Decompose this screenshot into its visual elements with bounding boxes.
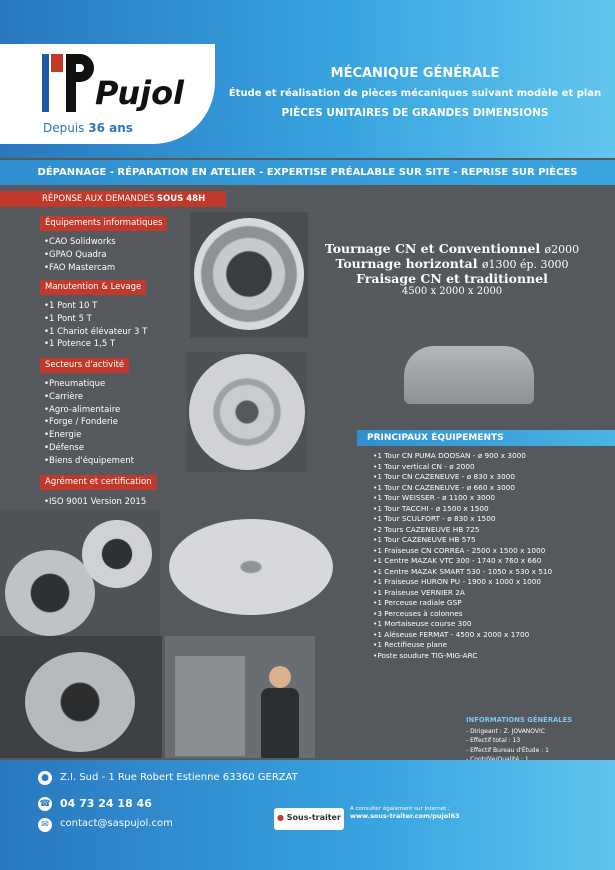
pujol-logo [42,48,192,116]
list-item: • 1 Tour CN CAZENEUVE - ø 830 x 3000 [373,472,552,483]
list-handling [44,300,147,351]
section-title-sectors: Secteurs d'activité [40,358,129,373]
list-item: • Défense [44,442,134,455]
list-item: • Carrière [44,391,134,404]
list-item: • Forge / Fonderie [44,416,134,429]
list-item: • 1 Perceuse radiale GSP [373,598,552,609]
list-item: • 1 Aléseuse FERMAT - 4500 x 2000 x 1700 [373,630,552,641]
list-item: • 1 Pont 5 T [44,313,147,326]
photo-workshop-part [0,636,162,758]
list-item: • 1 Tour CAZENEUVE HB 575 [373,535,552,546]
list-item: • 1 Centre MAZAK VTC 300 - 1740 x 760 x 660 [373,556,552,567]
section-title-handling: Manutention & Levage [40,280,146,295]
cap-lathe-horiz-dim: ø1300 ép. 3000 [481,258,569,271]
list-item: • FAO Mastercam [44,262,116,275]
services-banner: DÉPANNAGE - RÉPARATION EN ATELIER - EXPERTISE PRÉALABLE SUR SITE - REPRISE SUR PIÈCES [0,160,615,185]
list-item: • Poste soudure TIG-MIG-ARC [373,651,552,662]
mail-icon: ✉ [38,818,52,832]
footer-phone[interactable]: 04 73 24 18 46 [60,797,152,810]
list-item: • 1 Fraiseuse HURON PU - 1900 x 1000 x 1000 [373,577,552,588]
list-item: • 1 Pont 10 T [44,300,147,313]
photo-rings [0,510,160,640]
page-subtitle: Étude et réalisation de pièces mécaniques suivant modèle et plan [228,88,602,99]
list-item: • 1 Centre MAZAK SMART 530 - 1050 x 530 x 510 [373,567,552,578]
photo-flat-disc [165,505,337,625]
cap-milling: Fraisage CN et traditionnel [356,271,548,286]
section-title-cert: Agrément et certification [40,475,157,490]
photo-turned-part-1 [190,212,308,338]
list-sectors [44,378,134,468]
list-item: • 1 Tour SCULFORT - ø 830 x 1500 [373,514,552,525]
list-item: • 1 Mortaiseuse course 300 [373,619,552,630]
page-subtitle-2: PIÈCES UNITAIRES DE GRANDES DIMENSIONS [281,107,549,119]
list-item: • 1 Tour CN PUMA DOOSAN - ø 900 x 3000 [373,451,552,462]
section-title-it: Équipements informatiques [40,216,167,231]
list-item: • 1 Tour vertical CN - ø 2000 [373,462,552,473]
list-cert [44,496,146,509]
list-item: • Biens d'équipement [44,455,134,468]
photo-operator [165,636,315,758]
since-label: Depuis 36 ans [43,121,133,135]
footer-email[interactable]: contact@saspujol.com [60,818,173,829]
sous-traiter-link[interactable]: A consulter également sur Internet : www.sous-traiter.com/pujol63 [350,806,460,820]
list-item: • 2 Tours CAZENEUVE HB 725 [373,525,552,536]
list-item: • 1 Tour CN CAZENEUVE - ø 660 x 3000 [373,483,552,494]
list-item: • 3 Perceuses à colonnes [373,609,552,620]
list-item: • 1 Fraiseuse CN CORREA - 2500 x 1500 x 1000 [373,546,552,557]
list-item: • ISO 9001 Version 2015 [44,496,146,509]
cap-lathe-horiz: Tournage horizontal [335,256,478,271]
list-item: • 1 Rectifieuse plane [373,640,552,651]
equipment-list [373,451,552,661]
page-title: MÉCANIQUE GÉNÉRALE [330,66,500,81]
list-item: • 1 Tour TACCHI - ø 1500 x 1500 [373,504,552,515]
footer-address: Z.I. Sud - 1 Rue Robert Estienne 63360 GERZAT [60,772,298,783]
photo-milled-block [394,336,544,414]
cap-lathe-cn-dim: ø2000 [544,243,580,256]
info-item: - Dirigeant : Z. JOVANOVIC [466,727,606,737]
list-it [44,236,116,274]
list-item: • 1 Fraiseuse VERNIER 2A [373,588,552,599]
capabilities-block [322,241,582,297]
info-item: - Effectif Bureau d'Étude : 1 [466,746,606,756]
photo-wheel-part [187,352,307,472]
list-item: • Agro-alimentaire [44,404,134,417]
list-item: • Pneumatique [44,378,134,391]
logo-text: Pujol [95,74,185,112]
equipment-title: PRINCIPAUX ÉQUIPEMENTS [357,430,615,446]
list-item: • 1 Tour WEISSER - ø 1100 x 3000 [373,493,552,504]
sous-traiter-logo[interactable]: ● Sous-traiter [274,808,344,830]
list-item: • Energie [44,429,134,442]
cap-lathe-cn: Tournage CN et Conventionnel [324,241,541,256]
list-item: • CAO Solidworks [44,236,116,249]
list-item: • 1 Potence 1,5 T [44,338,147,351]
response-banner: RÉPONSE AUX DEMANDES SOUS 48H [0,191,226,207]
info-title: INFORMATIONS GÉNÉRALES [466,716,573,724]
cap-milling-dim: 4500 x 2000 x 2000 [401,286,503,297]
location-icon: ● [38,771,52,785]
list-item: • GPAO Quadra [44,249,116,262]
phone-icon: ☎ [39,799,51,809]
info-item: - Effectif total : 13 [466,736,606,746]
list-item: • 1 Chariot élévateur 3 T [44,326,147,339]
